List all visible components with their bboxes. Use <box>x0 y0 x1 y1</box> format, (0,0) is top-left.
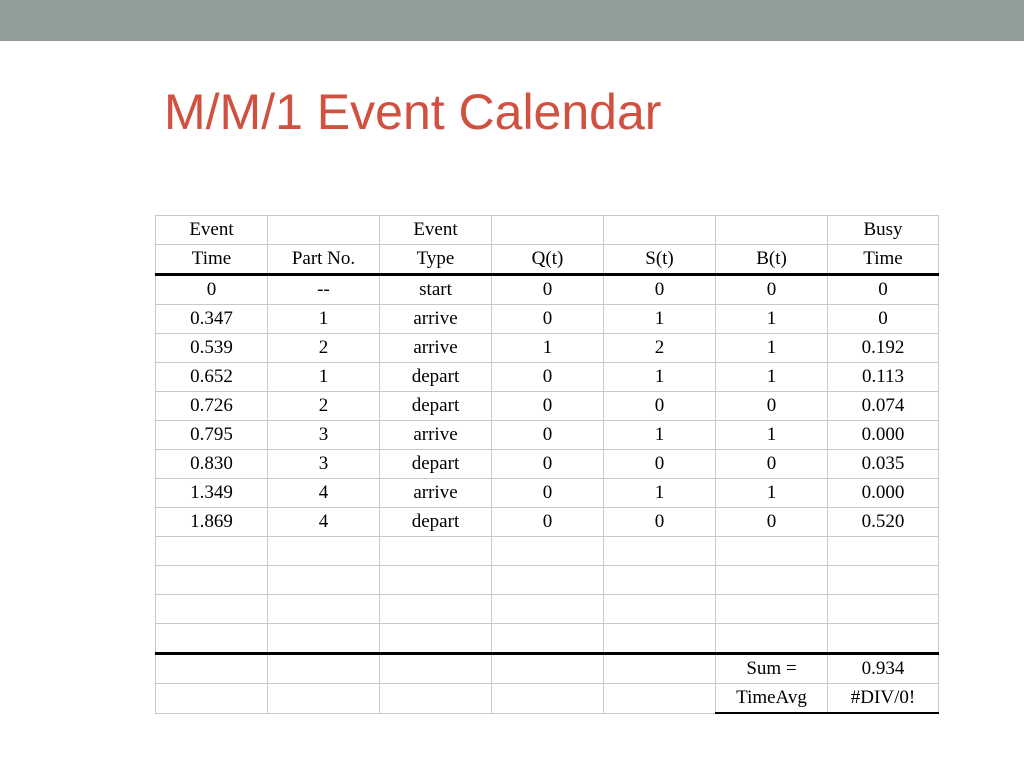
q-cell: 0 <box>492 363 604 392</box>
empty-cell <box>156 624 268 654</box>
q-cell: 1 <box>492 334 604 363</box>
empty-cell <box>604 537 716 566</box>
empty-cell <box>268 595 380 624</box>
table-row <box>156 392 939 421</box>
part-no-cell: 1 <box>268 305 380 334</box>
empty-cell <box>268 537 380 566</box>
b-cell: 0 <box>716 275 828 305</box>
empty-cell <box>156 684 268 714</box>
empty-cell <box>716 537 828 566</box>
empty-cell <box>156 537 268 566</box>
event-type-cell: depart <box>380 392 492 421</box>
event-type-cell: arrive <box>380 305 492 334</box>
empty-cell <box>604 624 716 654</box>
header-cell: Time <box>828 245 939 275</box>
empty-cell <box>268 624 380 654</box>
empty-cell <box>604 595 716 624</box>
table-row <box>156 508 939 537</box>
empty-cell <box>828 595 939 624</box>
header-cell: Part No. <box>268 245 380 275</box>
header-cell: Event <box>380 216 492 245</box>
sum-label: Sum = <box>716 654 828 684</box>
event-time-cell: 0.539 <box>156 334 268 363</box>
table-row <box>156 305 939 334</box>
header-row <box>156 245 939 275</box>
b-cell: 1 <box>716 479 828 508</box>
table-row <box>156 334 939 363</box>
event-type-cell: start <box>380 275 492 305</box>
empty-cell <box>380 624 492 654</box>
empty-row <box>156 595 939 624</box>
empty-cell <box>604 566 716 595</box>
s-cell: 0 <box>604 450 716 479</box>
part-no-cell: 2 <box>268 334 380 363</box>
empty-cell <box>268 654 380 684</box>
event-time-cell: 0.652 <box>156 363 268 392</box>
empty-row <box>156 566 939 595</box>
empty-cell <box>156 595 268 624</box>
q-cell: 0 <box>492 479 604 508</box>
empty-cell <box>380 684 492 714</box>
header-cell: Q(t) <box>492 245 604 275</box>
empty-cell <box>716 595 828 624</box>
empty-cell <box>492 654 604 684</box>
b-cell: 1 <box>716 363 828 392</box>
header-row <box>156 216 939 245</box>
empty-cell <box>492 537 604 566</box>
s-cell: 2 <box>604 334 716 363</box>
s-cell: 0 <box>604 275 716 305</box>
empty-cell <box>156 654 268 684</box>
part-no-cell: 2 <box>268 392 380 421</box>
event-time-cell: 0.726 <box>156 392 268 421</box>
sum-value: 0.934 <box>828 654 939 684</box>
busy-time-cell: 0.035 <box>828 450 939 479</box>
empty-cell <box>380 654 492 684</box>
empty-cell <box>492 595 604 624</box>
header-cell: S(t) <box>604 245 716 275</box>
event-time-cell: 1.869 <box>156 508 268 537</box>
q-cell: 0 <box>492 421 604 450</box>
empty-cell <box>604 684 716 714</box>
header-cell: Type <box>380 245 492 275</box>
empty-cell <box>492 684 604 714</box>
header-cell: B(t) <box>716 245 828 275</box>
header-cell: Time <box>156 245 268 275</box>
q-cell: 0 <box>492 450 604 479</box>
busy-time-cell: 0.000 <box>828 479 939 508</box>
event-calendar-table <box>155 215 939 714</box>
empty-cell <box>492 624 604 654</box>
event-time-cell: 1.349 <box>156 479 268 508</box>
empty-cell <box>716 566 828 595</box>
header-cell <box>268 216 380 245</box>
table-row <box>156 479 939 508</box>
header-cell <box>492 216 604 245</box>
q-cell: 0 <box>492 508 604 537</box>
part-no-cell: -- <box>268 275 380 305</box>
empty-cell <box>828 537 939 566</box>
b-cell: 0 <box>716 392 828 421</box>
empty-cell <box>268 684 380 714</box>
event-type-cell: arrive <box>380 334 492 363</box>
q-cell: 0 <box>492 305 604 334</box>
event-time-cell: 0.347 <box>156 305 268 334</box>
busy-time-cell: 0.113 <box>828 363 939 392</box>
top-bar <box>0 0 1024 41</box>
part-no-cell: 4 <box>268 479 380 508</box>
header-cell <box>716 216 828 245</box>
empty-cell <box>268 566 380 595</box>
busy-time-cell: 0.192 <box>828 334 939 363</box>
empty-cell <box>156 566 268 595</box>
event-type-cell: arrive <box>380 479 492 508</box>
busy-time-cell: 0.520 <box>828 508 939 537</box>
event-type-cell: arrive <box>380 421 492 450</box>
table-row <box>156 275 939 305</box>
empty-cell <box>716 624 828 654</box>
part-no-cell: 3 <box>268 450 380 479</box>
time-avg-row <box>156 684 939 714</box>
s-cell: 1 <box>604 363 716 392</box>
part-no-cell: 3 <box>268 421 380 450</box>
empty-row <box>156 624 939 654</box>
part-no-cell: 4 <box>268 508 380 537</box>
time-avg-label: TimeAvg <box>716 684 828 714</box>
s-cell: 1 <box>604 421 716 450</box>
header-cell: Event <box>156 216 268 245</box>
b-cell: 1 <box>716 334 828 363</box>
empty-cell <box>380 566 492 595</box>
table-row <box>156 450 939 479</box>
part-no-cell: 1 <box>268 363 380 392</box>
q-cell: 0 <box>492 275 604 305</box>
table-row <box>156 363 939 392</box>
event-type-cell: depart <box>380 508 492 537</box>
empty-cell <box>380 537 492 566</box>
busy-time-cell: 0.000 <box>828 421 939 450</box>
b-cell: 1 <box>716 305 828 334</box>
slide-title: M/M/1 Event Calendar <box>164 84 662 140</box>
time-avg-value: #DIV/0! <box>828 684 939 714</box>
b-cell: 1 <box>716 421 828 450</box>
event-time-cell: 0.830 <box>156 450 268 479</box>
empty-cell <box>380 595 492 624</box>
b-cell: 0 <box>716 450 828 479</box>
empty-cell <box>828 566 939 595</box>
empty-row <box>156 537 939 566</box>
empty-cell <box>492 566 604 595</box>
table-row <box>156 421 939 450</box>
q-cell: 0 <box>492 392 604 421</box>
b-cell: 0 <box>716 508 828 537</box>
empty-cell <box>604 654 716 684</box>
sum-row <box>156 654 939 684</box>
header-cell: Busy <box>828 216 939 245</box>
header-cell <box>604 216 716 245</box>
event-type-cell: depart <box>380 363 492 392</box>
s-cell: 0 <box>604 392 716 421</box>
event-time-cell: 0 <box>156 275 268 305</box>
s-cell: 1 <box>604 305 716 334</box>
event-time-cell: 0.795 <box>156 421 268 450</box>
busy-time-cell: 0 <box>828 275 939 305</box>
busy-time-cell: 0.074 <box>828 392 939 421</box>
event-type-cell: depart <box>380 450 492 479</box>
s-cell: 1 <box>604 479 716 508</box>
empty-cell <box>828 624 939 654</box>
busy-time-cell: 0 <box>828 305 939 334</box>
s-cell: 0 <box>604 508 716 537</box>
